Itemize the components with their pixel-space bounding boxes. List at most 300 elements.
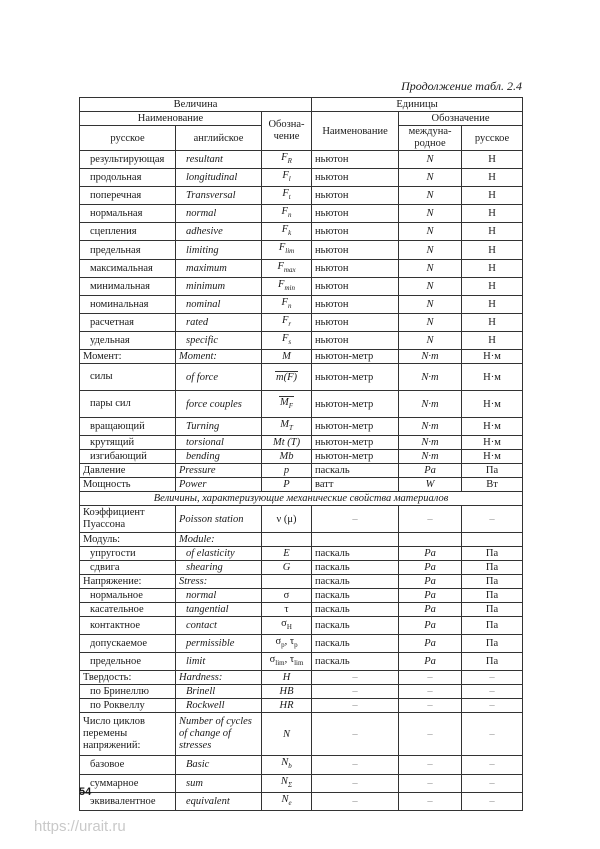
english-name-cell: permissible: [176, 635, 262, 653]
header-quantity: Величина: [80, 98, 312, 112]
international-unit-cell: –: [399, 699, 462, 713]
unit-name-cell: ньютон: [312, 205, 399, 223]
russian-unit-cell: Н: [462, 187, 523, 205]
russian-unit-cell: Н: [462, 259, 523, 277]
designation-main: F: [281, 332, 289, 344]
russian-name-cell: эквивалентное: [80, 792, 176, 810]
header-unit-name: Наименование: [312, 112, 399, 151]
unit-name-cell: ньютон: [312, 223, 399, 241]
table-row: [80, 617, 523, 635]
english-name-cell: Power: [176, 478, 262, 492]
table-row: [80, 653, 523, 671]
designation-symbol: [283, 562, 291, 573]
designation-cell: [262, 391, 312, 418]
unit-name-cell: паскаль: [312, 603, 399, 617]
unit-name-cell: [312, 533, 399, 547]
international-unit-cell: –: [399, 671, 462, 685]
designation-main: F: [281, 152, 288, 163]
designation-symbol: [281, 152, 292, 166]
designation-main: F: [281, 224, 289, 236]
unit-name-cell: –: [312, 774, 399, 792]
international-unit-cell: N: [399, 205, 462, 223]
russian-unit-cell: –: [462, 699, 523, 713]
russian-name-cell: Коэффициент Пуассона: [80, 506, 176, 533]
designation-subscript: s: [288, 338, 292, 347]
designation-cell: [262, 756, 312, 774]
table-row: [80, 277, 523, 295]
english-name-cell: Moment:: [176, 350, 262, 364]
designation-main: σ: [281, 618, 287, 630]
designation-cell: [262, 450, 312, 464]
international-unit-cell: –: [399, 792, 462, 810]
russian-unit-cell: Па: [462, 589, 523, 603]
designation-cell: [262, 205, 312, 223]
unit-name-cell: паскаль: [312, 547, 399, 561]
russian-name-cell: базовое: [80, 756, 176, 774]
designation-symbol: [283, 729, 290, 740]
russian-unit-cell: Н·м: [462, 436, 523, 450]
designation-main: Mt (T): [272, 437, 301, 449]
russian-name-cell: продольная: [80, 169, 176, 187]
designation-symbol: [284, 465, 289, 476]
russian-name-cell: максимальная: [80, 259, 176, 277]
watermark-url[interactable]: https://urait.ru: [34, 818, 126, 835]
international-unit-cell: Pa: [399, 575, 462, 589]
designation-symbol: [280, 686, 294, 697]
table-row: [80, 685, 523, 699]
designation-main: σ: [275, 636, 282, 648]
designation-symbol: [282, 315, 291, 326]
russian-name-cell: Мощность: [80, 478, 176, 492]
table-row: [80, 391, 523, 418]
designation-cell: [262, 295, 312, 313]
international-unit-cell: N: [399, 295, 462, 313]
table-row: [80, 418, 523, 436]
unit-name-cell: ньютон-метр: [312, 450, 399, 464]
designation-subscript: e: [288, 798, 292, 807]
designation-symbol: [277, 514, 297, 525]
header-international: междуна-родное: [399, 126, 462, 151]
international-unit-cell: N: [399, 331, 462, 349]
russian-name-cell: вращающий: [80, 418, 176, 436]
english-name-cell: normal: [176, 589, 262, 603]
designation-symbol: [283, 672, 291, 683]
russian-unit-cell: Н: [462, 313, 523, 331]
table-row: [80, 506, 523, 533]
unit-name-cell: ньютон: [312, 331, 399, 349]
designation-cell: [262, 699, 312, 713]
designation-cell: [262, 259, 312, 277]
designation-main: N: [283, 728, 291, 740]
table-row: [80, 589, 523, 603]
russian-name-cell: номинальная: [80, 295, 176, 313]
designation-subscript: p: [281, 641, 285, 650]
designation-main: HR: [279, 700, 294, 712]
international-unit-cell: N·m: [399, 436, 462, 450]
international-unit-cell: Pa: [399, 547, 462, 561]
table-row: [80, 364, 523, 391]
designation-cell: [262, 617, 312, 635]
russian-unit-cell: Н·м: [462, 418, 523, 436]
unit-name-cell: –: [312, 671, 399, 685]
header-row-1: [80, 98, 523, 112]
header-russian-unit: русское: [462, 126, 523, 151]
unit-name-cell: –: [312, 685, 399, 699]
designation-symbol: [279, 396, 294, 412]
english-name-cell: force couples: [176, 391, 262, 418]
designation-symbol: [283, 479, 289, 490]
unit-name-cell: паскаль: [312, 653, 399, 671]
russian-unit-cell: Н: [462, 205, 523, 223]
russian-unit-cell: Па: [462, 635, 523, 653]
designation-subscript: Σ: [287, 780, 293, 789]
header-designation: Обозна-чение: [262, 112, 312, 151]
russian-unit-cell: Па: [462, 464, 523, 478]
international-unit-cell: N: [399, 223, 462, 241]
designation-main: τ: [284, 604, 289, 616]
table-row: [80, 561, 523, 575]
designation-main: G: [282, 562, 291, 574]
designation-cell: [262, 533, 312, 547]
russian-unit-cell: Н: [462, 151, 523, 169]
english-name-cell: Hardness:: [176, 671, 262, 685]
designation-main: p: [283, 465, 290, 477]
russian-unit-cell: –: [462, 671, 523, 685]
table-row: [80, 671, 523, 685]
russian-name-cell: Модуль:: [80, 533, 176, 547]
english-name-cell: Brinell: [176, 685, 262, 699]
international-unit-cell: Pa: [399, 561, 462, 575]
russian-unit-cell: Н: [462, 331, 523, 349]
russian-name-cell: изгибающий: [80, 450, 176, 464]
english-name-cell: equivalent: [176, 792, 262, 810]
russian-name-cell: касательное: [80, 603, 176, 617]
designation-cell: [262, 464, 312, 478]
designation-symbol: [282, 297, 292, 308]
international-unit-cell: N·m: [399, 364, 462, 391]
designation-symbol: [282, 188, 291, 202]
unit-name-cell: ньютон: [312, 259, 399, 277]
international-unit-cell: –: [399, 756, 462, 774]
designation-symbol: [280, 419, 293, 433]
russian-name-cell: нормальная: [80, 205, 176, 223]
designation-subscript: n: [287, 301, 292, 310]
unit-name-cell: ньютон: [312, 277, 399, 295]
section-row: [80, 492, 523, 506]
russian-unit-cell: Н·м: [462, 450, 523, 464]
russian-name-cell: сдвига: [80, 561, 176, 575]
designation-cell: [262, 350, 312, 364]
designation-separator: ,: [284, 636, 290, 648]
designation-main: F: [281, 206, 288, 218]
russian-unit-cell: Н: [462, 241, 523, 259]
designation-symbol: [277, 261, 295, 272]
english-name-cell: torsional: [176, 436, 262, 450]
unit-name-cell: –: [312, 699, 399, 713]
russian-name-cell: контактное: [80, 617, 176, 635]
table-row: [80, 699, 523, 713]
designation-main: F: [281, 296, 288, 308]
unit-name-cell: ньютон-метр: [312, 418, 399, 436]
designation-symbol: [275, 371, 298, 384]
english-name-cell: Module:: [176, 533, 262, 547]
russian-name-cell: допускаемое: [80, 635, 176, 653]
units-table: [79, 97, 523, 811]
unit-name-cell: ньютон-метр: [312, 350, 399, 364]
russian-unit-cell: Па: [462, 603, 523, 617]
english-name-cell: longitudinal: [176, 169, 262, 187]
international-unit-cell: N·m: [399, 391, 462, 418]
designation-cell: [262, 547, 312, 561]
unit-name-cell: ньютон-метр: [312, 391, 399, 418]
header-russian: русское: [80, 126, 176, 151]
designation-cell: [262, 653, 312, 671]
table-caption: Продолжение табл. 2.4: [401, 79, 522, 93]
unit-name-cell: паскаль: [312, 635, 399, 653]
table-row: [80, 223, 523, 241]
unit-name-cell: ньютон: [312, 169, 399, 187]
designation-main: P: [283, 479, 290, 491]
english-name-cell: tangential: [176, 603, 262, 617]
russian-name-cell: Момент:: [80, 350, 176, 364]
table-row: [80, 450, 523, 464]
designation-subscript: k: [288, 229, 292, 238]
designation-subscript: max: [283, 265, 296, 274]
designation-subscript: l: [288, 175, 291, 184]
designation-main: m(F): [276, 371, 298, 383]
russian-unit-cell: –: [462, 506, 523, 533]
designation-subscript: F: [288, 402, 294, 411]
designation-cell: [262, 151, 312, 169]
designation-subscript: H: [286, 623, 292, 632]
english-name-cell: nominal: [176, 295, 262, 313]
designation-subscript: min: [284, 283, 295, 292]
english-name-cell: resultant: [176, 151, 262, 169]
designation-cell: [262, 561, 312, 575]
unit-name-cell: –: [312, 713, 399, 756]
russian-unit-cell: –: [462, 713, 523, 756]
international-unit-cell: N: [399, 259, 462, 277]
english-name-cell: specific: [176, 331, 262, 349]
unit-name-cell: ньютон: [312, 295, 399, 313]
russian-unit-cell: Н·м: [462, 364, 523, 391]
table-row: [80, 313, 523, 331]
designation-cell: [262, 635, 312, 653]
table-row: [80, 774, 523, 792]
international-unit-cell: Pa: [399, 589, 462, 603]
table-row: [80, 478, 523, 492]
russian-name-cell: Давление: [80, 464, 176, 478]
russian-unit-cell: [462, 533, 523, 547]
table-row: [80, 259, 523, 277]
designation-symbol: [273, 437, 300, 448]
designation-main: H: [282, 672, 291, 684]
header-row-2: [80, 112, 523, 126]
english-name-cell: Rockwell: [176, 699, 262, 713]
designation-cell: [262, 713, 312, 756]
designation-symbol: [281, 618, 292, 632]
designation-subscript: n: [287, 211, 292, 220]
designation-main: σ: [283, 590, 290, 602]
designation-cell: [262, 671, 312, 685]
russian-name-cell: Твердость:: [80, 671, 176, 685]
russian-unit-cell: Па: [462, 617, 523, 635]
english-name-cell: Poisson station: [176, 506, 262, 533]
designation-cell: [262, 589, 312, 603]
header-units: Единицы: [312, 98, 523, 112]
russian-unit-cell: Н·м: [462, 350, 523, 364]
designation-symbol: [280, 451, 294, 462]
designation-cell: [262, 223, 312, 241]
header-name: Наименование: [80, 112, 262, 126]
designation-main: σ: [269, 654, 276, 666]
unit-name-cell: –: [312, 506, 399, 533]
english-name-cell: adhesive: [176, 223, 262, 241]
russian-name-cell: суммарное: [80, 774, 176, 792]
table-row: [80, 547, 523, 561]
designation-symbol: [281, 757, 292, 771]
russian-name-cell: по Роквеллу: [80, 699, 176, 713]
designation-cell: [262, 241, 312, 259]
russian-unit-cell: Па: [462, 575, 523, 589]
designation-main: M: [282, 351, 291, 363]
unit-name-cell: паскаль: [312, 561, 399, 575]
designation-symbol: [284, 604, 288, 615]
english-name-cell: Transversal: [176, 187, 262, 205]
designation-cell: [262, 575, 312, 589]
english-name-cell: minimum: [176, 277, 262, 295]
international-unit-cell: Pa: [399, 635, 462, 653]
russian-name-cell: минимальная: [80, 277, 176, 295]
russian-name-cell: удельная: [80, 331, 176, 349]
table-row: [80, 464, 523, 478]
designation-cell: [262, 277, 312, 295]
russian-unit-cell: Н: [462, 223, 523, 241]
designation-cell: [262, 685, 312, 699]
international-unit-cell: N: [399, 241, 462, 259]
russian-unit-cell: Па: [462, 653, 523, 671]
designation-separator: ,: [284, 654, 290, 666]
english-name-cell: Turning: [176, 418, 262, 436]
designation-cell: [262, 506, 312, 533]
designation-symbol: [282, 351, 291, 362]
english-name-cell: normal: [176, 205, 262, 223]
international-unit-cell: –: [399, 685, 462, 699]
designation-cell: [262, 331, 312, 349]
designation-cell: [262, 313, 312, 331]
unit-name-cell: ньютон-метр: [312, 436, 399, 450]
designation-cell: [262, 187, 312, 205]
designation-subscript: r: [288, 319, 292, 328]
unit-name-cell: паскаль: [312, 617, 399, 635]
table-row: [80, 635, 523, 653]
table-row: [80, 241, 523, 259]
designation-main: F: [278, 278, 285, 290]
russian-name-cell: предельное: [80, 653, 176, 671]
table-row: [80, 169, 523, 187]
designation-symbol: [278, 279, 295, 290]
unit-name-cell: –: [312, 756, 399, 774]
international-unit-cell: N·m: [399, 350, 462, 364]
international-unit-cell: N: [399, 277, 462, 295]
designation-subscript: R: [287, 157, 292, 166]
english-name-cell: of force: [176, 364, 262, 391]
header-unit-designation: Обозначение: [399, 112, 523, 126]
designation-cell: [262, 774, 312, 792]
international-unit-cell: –: [399, 774, 462, 792]
designation-cell: [262, 436, 312, 450]
russian-unit-cell: –: [462, 792, 523, 810]
designation-subscript: lim: [285, 247, 295, 256]
designation-symbol: [283, 548, 289, 559]
designation-main: M: [280, 396, 289, 408]
unit-name-cell: ньютон: [312, 187, 399, 205]
designation-cell: [262, 169, 312, 187]
english-name-cell: contact: [176, 617, 262, 635]
russian-name-cell: нормальное: [80, 589, 176, 603]
english-name-cell: Stress:: [176, 575, 262, 589]
table-row: [80, 756, 523, 774]
russian-name-cell: предельная: [80, 241, 176, 259]
unit-name-cell: ньютон-метр: [312, 364, 399, 391]
russian-name-cell: крутящий: [80, 436, 176, 450]
international-unit-cell: –: [399, 713, 462, 756]
table-row: [80, 792, 523, 810]
international-unit-cell: Pa: [399, 653, 462, 671]
designation-main-2: τ: [289, 636, 295, 648]
international-unit-cell: N·m: [399, 450, 462, 464]
designation-cell: [262, 478, 312, 492]
unit-name-cell: ватт: [312, 478, 399, 492]
international-unit-cell: N·m: [399, 418, 462, 436]
designation-subscript: T: [288, 424, 293, 433]
designation-main: F: [278, 242, 286, 254]
designation-symbol: [275, 636, 285, 650]
russian-name-cell: Напряжение:: [80, 575, 176, 589]
designation-main: N: [280, 775, 288, 787]
russian-name-cell: силы: [80, 364, 176, 391]
designation-symbol: [269, 654, 285, 668]
designation-main: N: [281, 757, 289, 769]
designation-cell: [262, 418, 312, 436]
russian-name-cell: расчетная: [80, 313, 176, 331]
russian-name-cell: упругости: [80, 547, 176, 561]
russian-name-cell: Число циклов перемены напряжений:: [80, 713, 176, 756]
international-unit-cell: W: [399, 478, 462, 492]
russian-name-cell: по Бринеллю: [80, 685, 176, 699]
designation-main-2: τ: [289, 654, 295, 666]
russian-unit-cell: Н: [462, 295, 523, 313]
table-row: [80, 575, 523, 589]
russian-name-cell: сцепления: [80, 223, 176, 241]
international-unit-cell: [399, 533, 462, 547]
international-unit-cell: N: [399, 313, 462, 331]
designation-main: N: [281, 793, 289, 805]
english-name-cell: of elasticity: [176, 547, 262, 561]
russian-unit-cell: Па: [462, 561, 523, 575]
designation-main: Mb: [279, 451, 294, 463]
unit-name-cell: ньютон: [312, 241, 399, 259]
unit-name-cell: ньютон: [312, 313, 399, 331]
english-name-cell: Number of cycles of change of stresses: [176, 713, 262, 756]
english-name-cell: Pressure: [176, 464, 262, 478]
designation-symbol: [284, 590, 290, 601]
russian-unit-cell: Вт: [462, 478, 523, 492]
page-number: 54: [79, 786, 92, 798]
english-name-cell: shearing: [176, 561, 262, 575]
english-name-cell: rated: [176, 313, 262, 331]
designation-symbol: [281, 224, 292, 238]
